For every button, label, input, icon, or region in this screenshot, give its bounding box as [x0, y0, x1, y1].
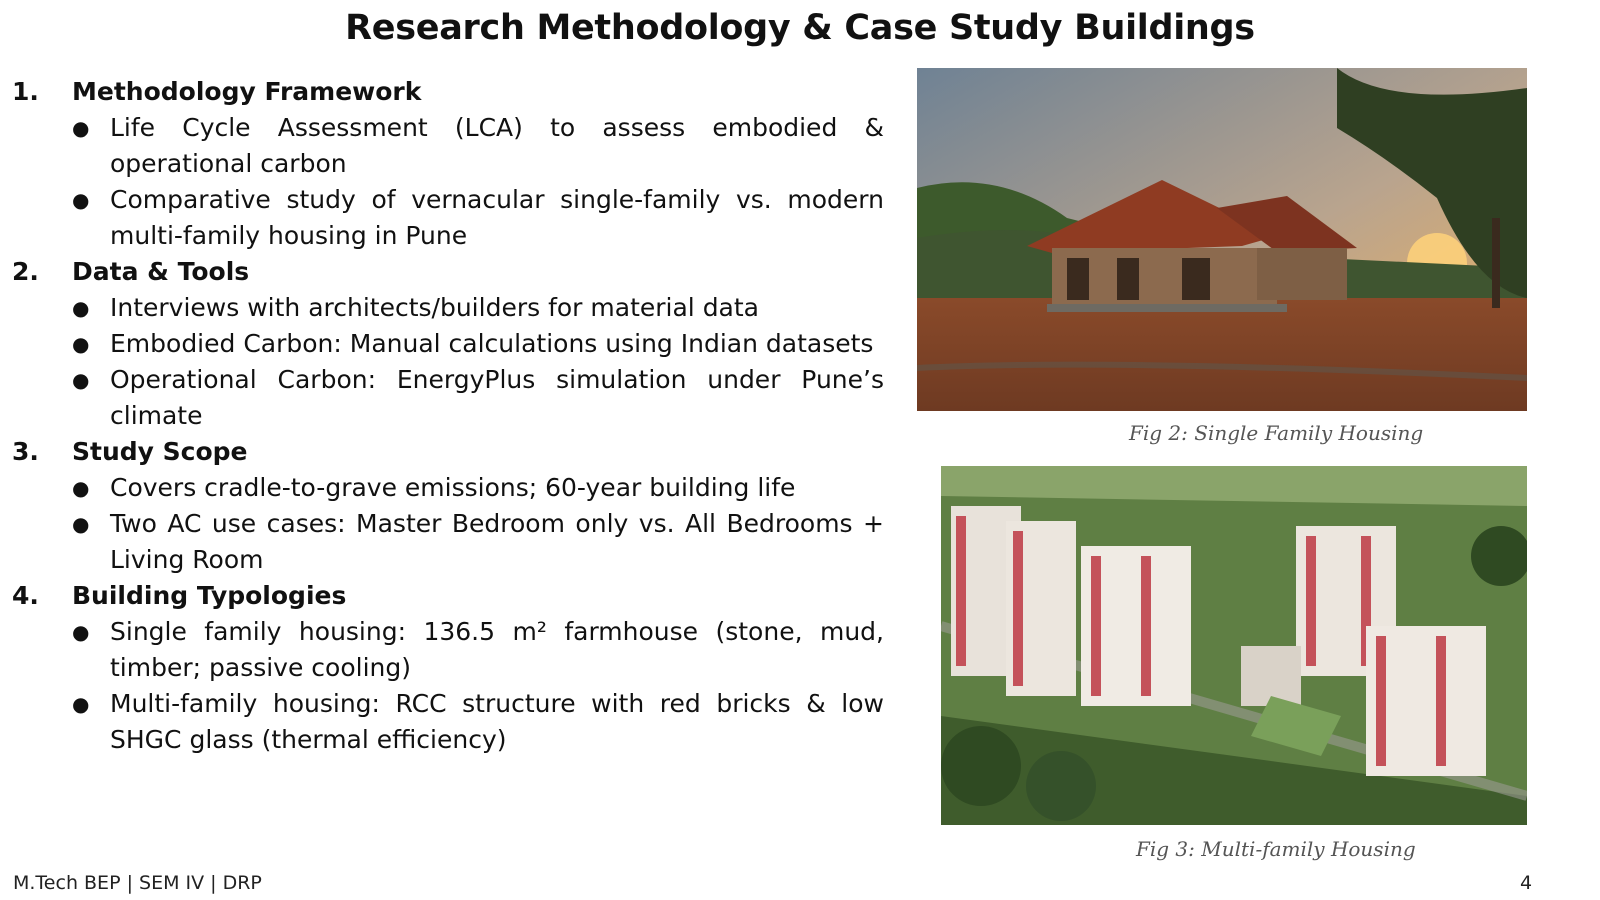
footer-course-info: M.Tech BEP | SEM IV | DRP	[13, 872, 262, 894]
bullet-dot-icon: ●	[72, 332, 90, 356]
bullet-text: Operational Carbon: EnergyPlus simulation under Pune’s climate	[110, 365, 884, 430]
section-number: 2.	[12, 257, 39, 286]
section-heading	[12, 74, 884, 110]
bullet-dot-icon: ●	[72, 188, 90, 212]
bullet-text: Two AC use cases: Master Bedroom only vs. All Bedrooms + Living Room	[110, 509, 884, 574]
bullet-item	[72, 182, 884, 254]
section-number: 1.	[12, 77, 39, 106]
bullet-dot-icon: ●	[72, 296, 90, 320]
bullet-dot-icon: ●	[72, 116, 90, 140]
methodology-list	[12, 74, 884, 758]
section-number: 3.	[12, 437, 39, 466]
bullet-dot-icon: ●	[72, 692, 90, 716]
bullet-text: Interviews with architects/builders for material data	[110, 293, 759, 322]
bullet-dot-icon: ●	[72, 620, 90, 644]
single-family-house-photo	[917, 68, 1527, 411]
section-title: Data & Tools	[72, 257, 250, 286]
page-number: 4	[1520, 872, 1533, 894]
bullet-item	[72, 110, 884, 182]
figure-3-caption: Fig 3: Multi-family Housing	[1136, 837, 1416, 861]
section-number: 4.	[12, 581, 39, 610]
section-title: Methodology Framework	[72, 77, 422, 106]
section-heading	[12, 434, 884, 470]
bullet-text: Life Cycle Assessment (LCA) to assess embodied & operational carbon	[110, 113, 884, 178]
bullet-text: Embodied Carbon: Manual calculations using Indian datasets	[110, 329, 874, 358]
bullet-item	[72, 326, 884, 362]
bullet-text: Covers cradle-to-grave emissions; 60-year building life	[110, 473, 796, 502]
slide-title: Research Methodology & Case Study Buildings	[345, 8, 1255, 48]
multi-family-housing-photo	[941, 466, 1527, 825]
bullet-item	[72, 614, 884, 686]
bullet-item	[72, 506, 884, 578]
section-heading	[12, 578, 884, 614]
bullet-dot-icon: ●	[72, 512, 90, 536]
bullet-item	[72, 362, 884, 434]
farmhouse-illustration	[917, 68, 1527, 411]
bullet-text: Comparative study of vernacular single-family vs. modern multi-family housing in Pune	[110, 185, 884, 250]
bullet-dot-icon: ●	[72, 476, 90, 500]
bullet-dot-icon: ●	[72, 368, 90, 392]
figure-2-caption: Fig 2: Single Family Housing	[1129, 421, 1424, 445]
section-heading	[12, 254, 884, 290]
bullet-item	[72, 686, 884, 758]
section-title: Building Typologies	[72, 581, 347, 610]
bullet-item	[72, 470, 884, 506]
bullet-item	[72, 290, 884, 326]
bullet-text: Single family housing: 136.5 m² farmhouse (stone, mud, timber; passive cooling)	[110, 617, 884, 682]
section-title: Study Scope	[72, 437, 248, 466]
bullet-text: Multi-family housing: RCC structure with red bricks & low SHGC glass (thermal efficiency)	[110, 689, 884, 754]
apartment-complex-illustration	[941, 466, 1527, 825]
